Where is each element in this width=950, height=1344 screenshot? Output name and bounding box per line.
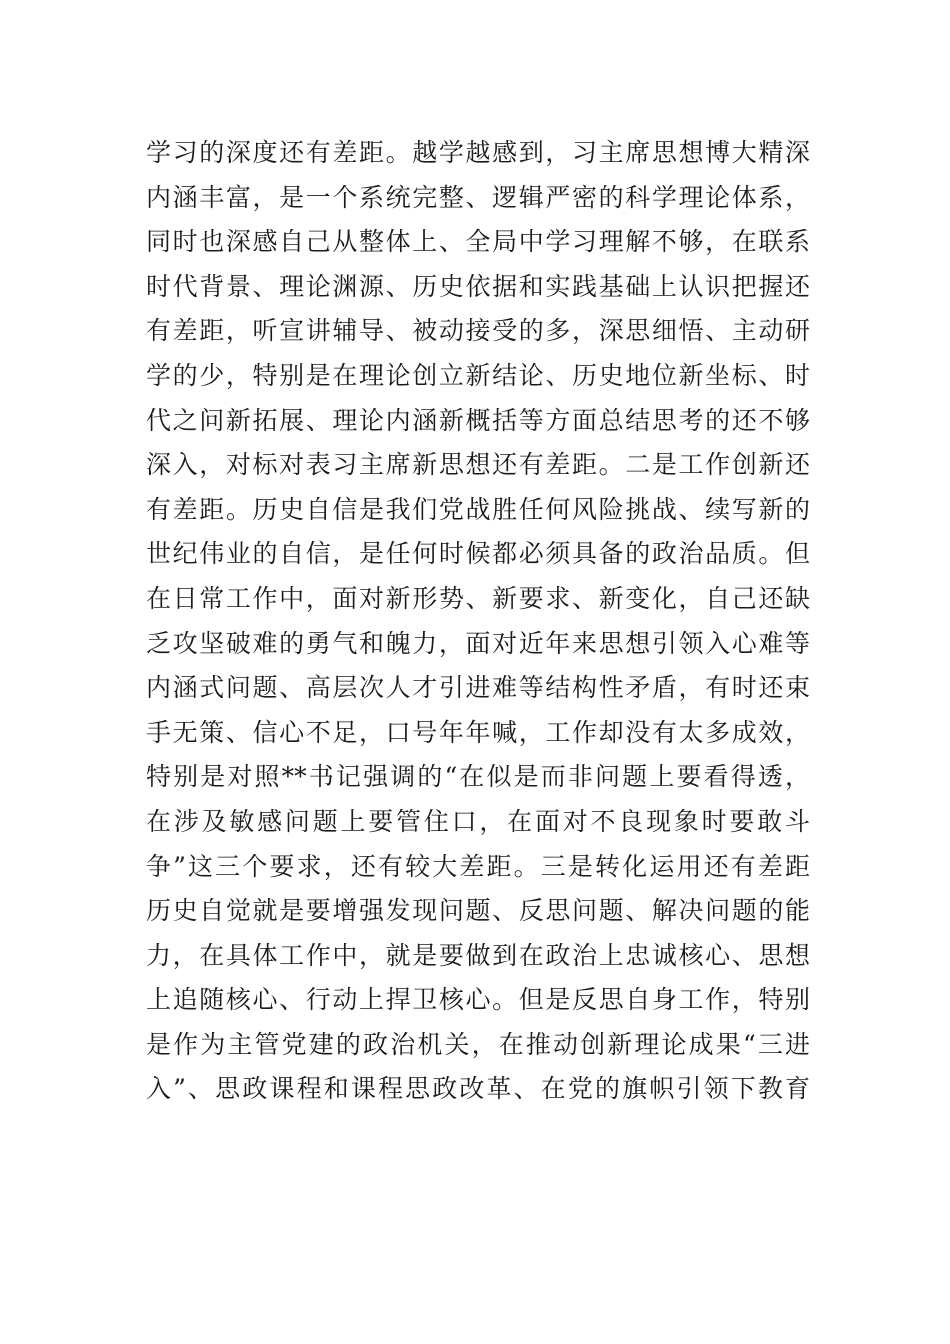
text-line: 时代背景、理论渊源、历史依据和实践基础上认识把握还 — [146, 271, 810, 301]
text-line: 在日常工作中，面对新形势、新要求、新变化，自己还缺 — [146, 583, 810, 613]
text-line: 手无策、信心不足，口号年年喊，工作却没有太多成效， — [146, 717, 810, 747]
text-line: 争”这三个要求，还有较大差距。三是转化运用还有差距 — [146, 851, 810, 881]
text-line: 代之问新拓展、理论内涵新概括等方面总结思考的还不够 — [146, 405, 810, 435]
text-line: 历史自觉就是要增强发现问题、反思问题、解决问题的能 — [146, 896, 810, 926]
text-line: 力，在具体工作中，就是要做到在政治上忠诚核心、思想 — [146, 940, 810, 970]
text-line: 有差距。历史自信是我们党战胜任何风险挑战、续写新的 — [146, 494, 810, 524]
text-line: 同时也深感自己从整体上、全局中学习理解不够，在联系 — [146, 227, 810, 257]
body-paragraph — [146, 131, 810, 1112]
text-line: 有差距，听宣讲辅导、被动接受的多，深思细悟、主动研 — [146, 316, 810, 346]
text-line: 特别是对照**书记强调的“在似是而非问题上要看得透， — [146, 762, 810, 792]
text-line: 学的少，特别是在理论创立新结论、历史地位新坐标、时 — [146, 360, 810, 390]
text-line: 内涵式问题、高层次人才引进难等结构性矛盾，有时还束 — [146, 673, 810, 703]
text-line: 乏攻坚破难的勇气和魄力，面对近年来思想引领入心难等 — [146, 628, 810, 658]
text-line: 在涉及敏感问题上要管住口，在面对不良现象时要敢斗 — [146, 806, 810, 836]
text-line: 学习的深度还有差距。越学越感到，习主席思想博大精深 — [146, 138, 810, 167]
text-line: 世纪伟业的自信，是任何时候都必须具备的政治品质。但 — [146, 539, 810, 569]
text-line: 深入，对标对表习主席新思想还有差距。二是工作创新还 — [146, 450, 810, 480]
text-line: 内涵丰富，是一个系统完整、逻辑严密的科学理论体系， — [146, 182, 810, 212]
text-line: 是作为主管党建的政治机关，在推动创新理论成果“三进 — [146, 1029, 810, 1059]
text-line: 上追随核心、行动上捍卫核心。但是反思自身工作，特别 — [146, 985, 810, 1015]
text-line: 入”、思政课程和课程思政改革、在党的旗帜引领下教育 — [146, 1074, 810, 1104]
